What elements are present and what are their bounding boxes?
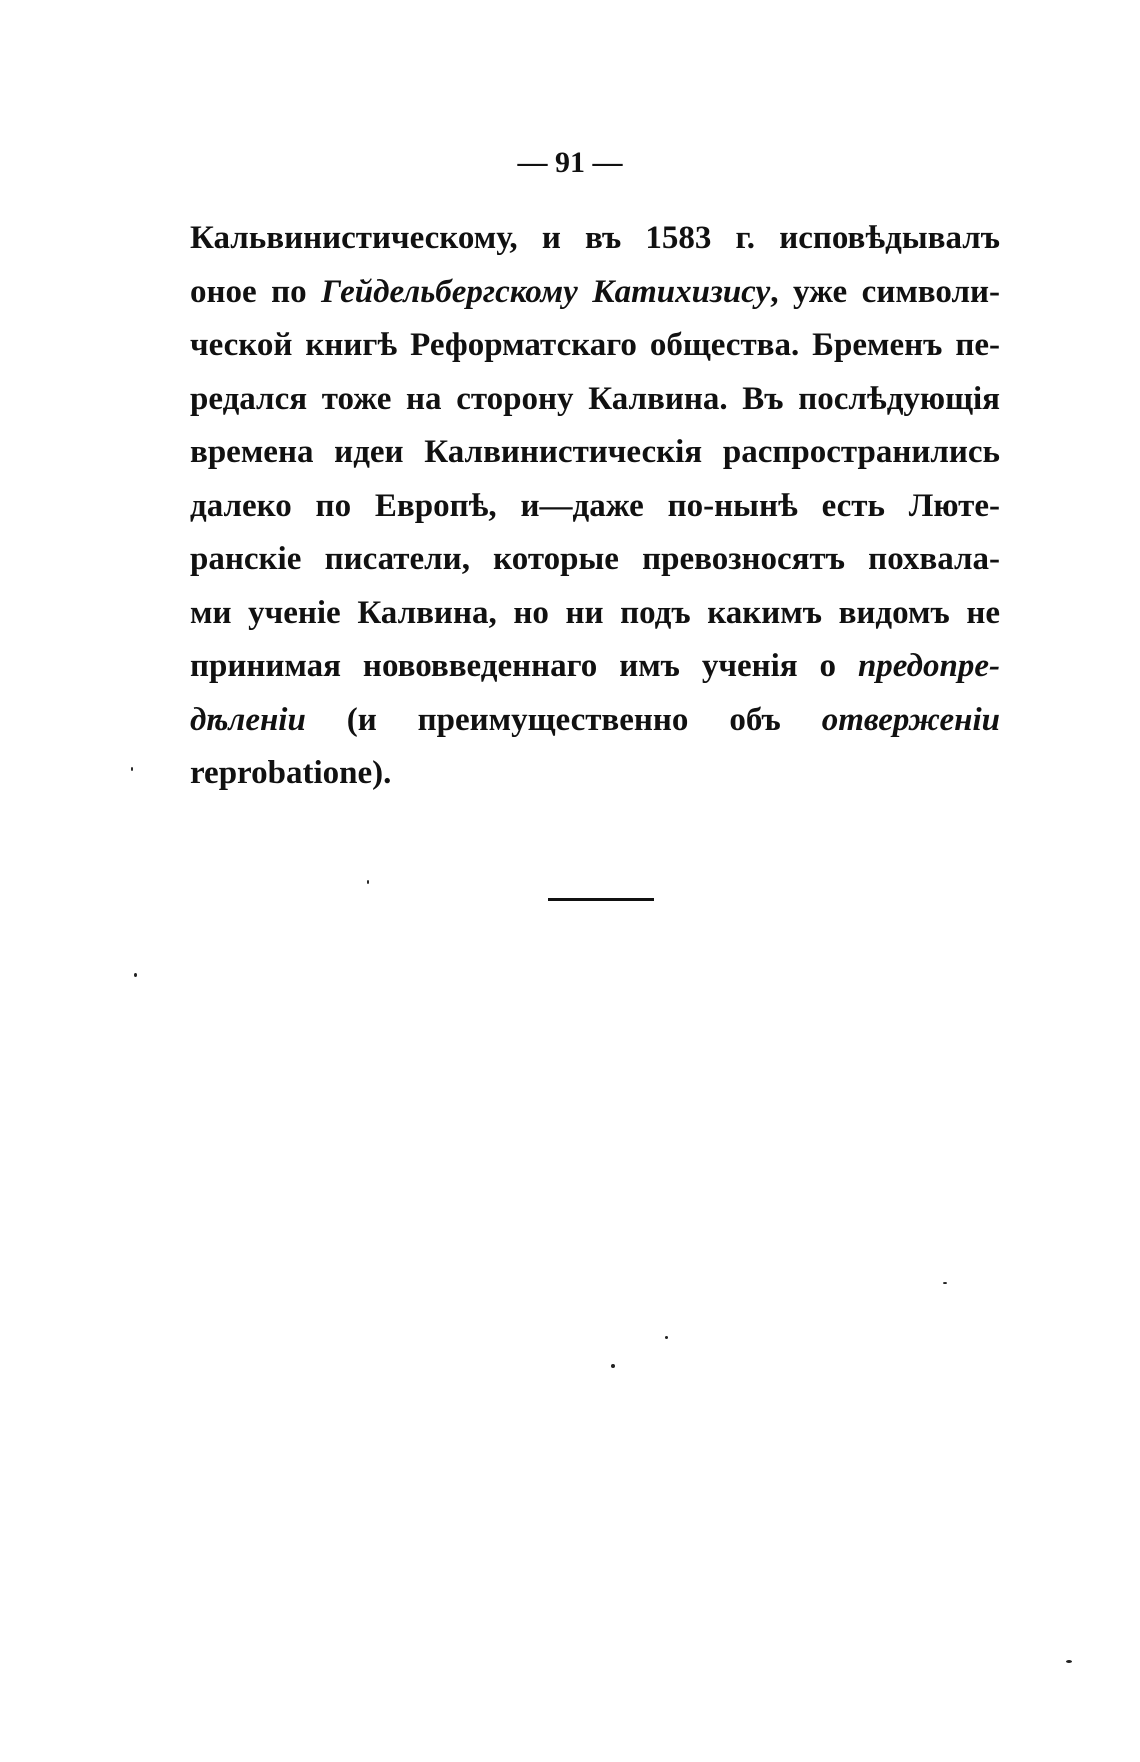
scan-speck: [134, 973, 137, 977]
italic-text: отверженіи: [821, 701, 1000, 738]
page-number: — 91 —: [517, 146, 623, 179]
text-line: [190, 747, 1000, 801]
scan-speck: [611, 1364, 615, 1368]
text-line: [190, 640, 1000, 694]
text-run: времена идеи Калвинистическія распространились: [190, 434, 1000, 470]
text-line: [190, 587, 1000, 641]
text-line: [190, 212, 1000, 266]
scan-speck: [367, 880, 369, 884]
text-line: [190, 266, 1000, 320]
text-run: далеко по Европѣ, и—даже по-нынѣ есть Люте-: [190, 487, 1000, 524]
text-run: оное по: [190, 273, 322, 310]
italic-text: предопре-: [857, 648, 1000, 684]
italic-text: Гейдельбергскому Катихизису: [321, 273, 771, 310]
text-line: [190, 319, 1000, 373]
text-run: reprobatione).: [190, 755, 392, 791]
text-run: ческой книгѣ Реформатскаго общества. Бременъ пе-: [190, 327, 1000, 363]
scan-speck: [1066, 1660, 1072, 1663]
text-run: принимая нововведеннаго имъ ученія о: [190, 648, 858, 684]
text-run: ранскіе писатели, которые превозносятъ похвала-: [190, 541, 1000, 577]
scan-speck: [665, 1336, 668, 1339]
text-run: , уже символи-: [770, 273, 1000, 310]
text-run: (и преимущественно объ: [305, 701, 822, 738]
text-run: редался тоже на сторону Калвина. Въ послѣдующія: [190, 380, 1000, 417]
italic-text: дѣленіи: [190, 701, 306, 738]
scan-speck: [131, 767, 133, 771]
scan-speck: [943, 1282, 947, 1284]
body-paragraph: [190, 212, 1000, 801]
text-line: [190, 533, 1000, 587]
text-run: Кальвинистическому, и въ 1583 г. исповѣдывалъ: [190, 220, 1000, 256]
text-line: [190, 694, 1000, 748]
text-line: [190, 426, 1000, 480]
text-line: [190, 480, 1000, 534]
text-run: ми ученіе Калвина, но ни подъ какимъ видомъ не: [190, 594, 1000, 631]
text-line: [190, 373, 1000, 427]
section-separator: [548, 898, 654, 901]
